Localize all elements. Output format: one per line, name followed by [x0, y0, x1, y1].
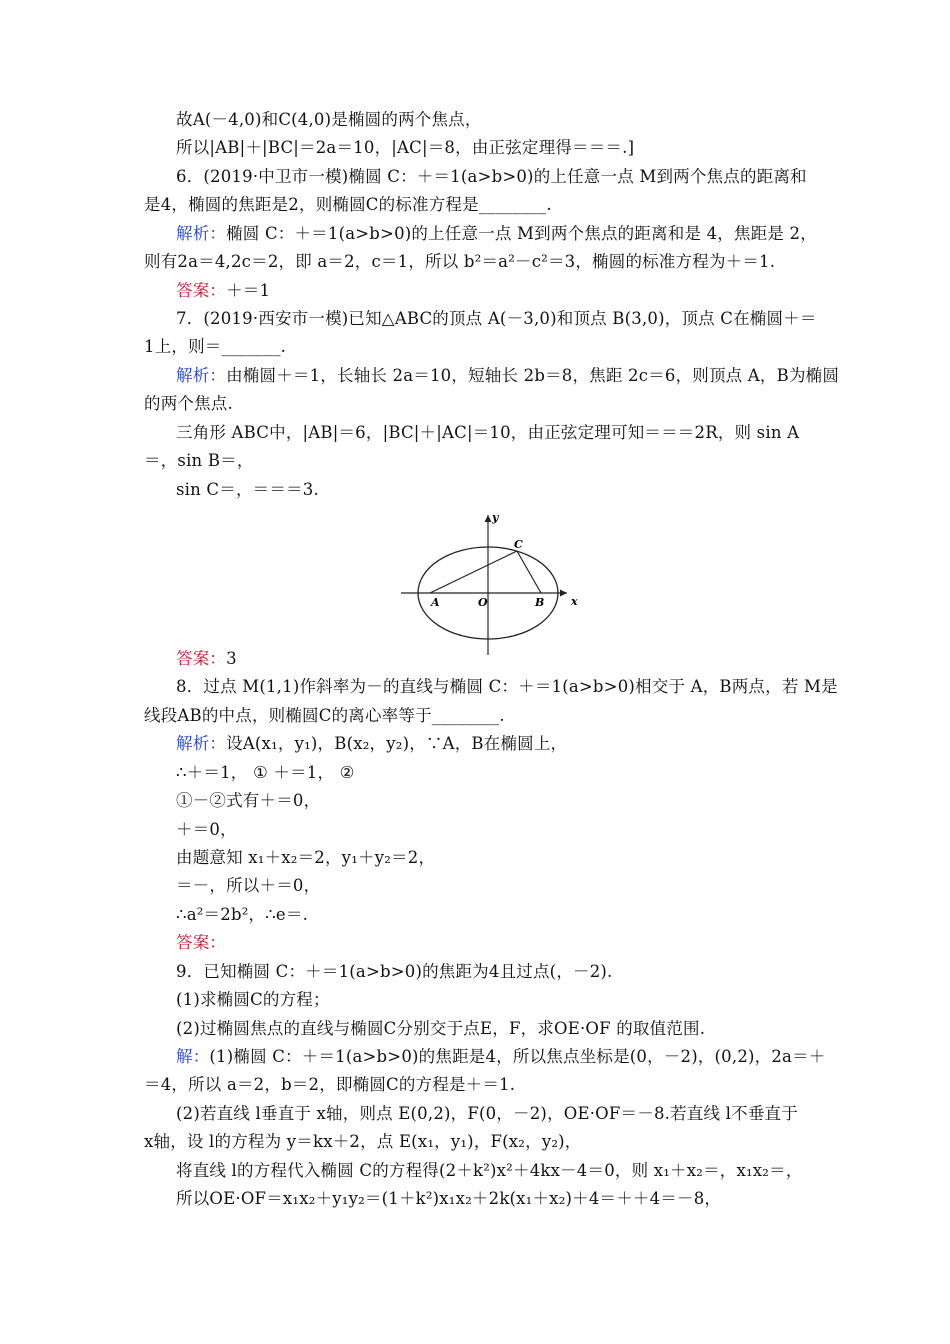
ellipse-figure [395, 505, 590, 660]
text-line [144, 449, 254, 473]
text-line [176, 647, 237, 671]
line-text: ∴＋＝1， ① ＋＝1， ② [176, 763, 355, 782]
label-o: O [478, 596, 488, 609]
line-text: (2)若直线 l垂直于 x轴，则点 E(0,2)，F(0，－2)，OE·OF＝－8.若直线 l不垂直于 [176, 1104, 798, 1123]
text-line [144, 704, 505, 728]
text-line [176, 307, 817, 331]
line-label: 答案： [176, 649, 227, 668]
line-text: ＋＝0， [176, 820, 237, 839]
line-text: 故A(－4,0)和C(4,0)是椭圆的两个焦点， [176, 110, 482, 129]
line-text: 3 [226, 649, 237, 668]
line-text: ＋＝1 [226, 281, 271, 300]
label-y: y [492, 511, 499, 524]
text-line [144, 1073, 515, 1097]
text-line [176, 279, 270, 303]
label-a: A [431, 596, 440, 609]
text-line [176, 1017, 705, 1041]
text-line [176, 478, 319, 502]
text-line [176, 988, 330, 1012]
text-line [176, 1187, 721, 1211]
label-c: C [514, 538, 523, 551]
text-line [176, 165, 807, 189]
text-line [176, 903, 308, 927]
line-text: 9．已知椭圆 C：＋＝1(a>b>0)的焦距为4且过点(，－2). [176, 962, 613, 981]
line-text: sin C＝，＝＝＝3. [176, 480, 319, 499]
line-text: 所以OE·OF＝x₁x₂＋y₁y₂＝(1＋k²)x₁x₂＋2k(x₁＋x₂)＋4＝＋＋4＝－8， [176, 1189, 722, 1208]
line-label: 解析： [176, 224, 227, 243]
text-line [176, 818, 237, 842]
line-text: (1)椭圆 C：＋＝1(a>b>0)的焦距是4，所以焦点坐标是(0，－2)，(0,2)，2a＝＋ [209, 1047, 826, 1066]
line-text: ＝，sin B＝， [144, 451, 254, 470]
text-line [144, 335, 286, 359]
text-line [176, 675, 838, 699]
line-text: (2)过椭圆焦点的直线与椭圆C分别交于点E，F，求OE·OF 的取值范围. [176, 1019, 706, 1038]
line-label: 解析： [176, 366, 227, 385]
text-line [176, 761, 355, 785]
segment-cb [517, 551, 541, 593]
text-line [176, 136, 634, 160]
text-line [176, 1102, 798, 1126]
text-line [176, 1045, 826, 1069]
text-line [144, 193, 552, 217]
line-text: 6．(2019·中卫市一模)椭圆 C：＋＝1(a>b>0)的上任意一点 M到两个焦点的距离和 [176, 167, 807, 186]
line-text: 由题意知 x₁＋x₂＝2，y₁＋y₂＝2， [176, 848, 436, 867]
text-line [176, 364, 839, 388]
text-line [176, 874, 320, 898]
line-text: 的两个焦点. [144, 394, 233, 413]
label-x: x [571, 595, 578, 608]
text-line [176, 846, 435, 870]
line-text: 线段AB的中点，则椭圆C的离心率等于________. [144, 706, 505, 725]
line-text: ＝－，所以＋＝0， [176, 876, 321, 895]
text-line [144, 250, 775, 274]
line-text: 椭圆 C：＋＝1(a>b>0)的上任意一点 M到两个焦点的距离和是 4，焦距是 2， [226, 224, 817, 243]
line-text: 是4，椭圆的焦距是2，则椭圆C的标准方程是________. [144, 195, 552, 214]
text-line [176, 421, 799, 445]
text-line [176, 108, 482, 132]
line-label: 解： [176, 1047, 210, 1066]
line-text: 将直线 l的方程代入椭圆 C的方程得(2＋k²)x²＋4kx－4＝0，则 x₁＋x₂＝，x₁x₂＝， [176, 1161, 803, 1180]
line-text: 由椭圆＋＝1，长轴长 2a＝10，短轴长 2b＝8，焦距 2c＝6，则顶点 A，B为椭圆 [226, 366, 840, 385]
line-text: 所以|AB|＋|BC|＝2a＝10，|AC|＝8，由正弦定理得＝＝＝.] [176, 138, 635, 157]
line-text: 1上，则＝_______. [144, 337, 287, 356]
line-text: 设A(x₁，y₁)，B(x₂，y₂)，∵A，B在椭圆上， [226, 734, 568, 753]
text-line [176, 931, 226, 955]
line-text: ∴a²＝2b²，∴e＝. [176, 905, 309, 924]
line-text: x轴，设 l的方程为 y＝kx＋2，点 E(x₁，y₁)，F(x₂，y₂)， [144, 1132, 582, 1151]
label-b: B [535, 596, 545, 609]
line-text: 7．(2019·西安市一模)已知△ABC的顶点 A(－3,0)和顶点 B(3,0)，顶点 C在椭圆＋＝ [176, 309, 817, 328]
line-text: 则有2a＝4,2c＝2，即 a＝2，c＝1，所以 b²＝a²－c²＝3，椭圆的标准方程为＋＝1. [144, 252, 776, 271]
text-line [176, 1159, 803, 1183]
line-label: 答案： [176, 281, 227, 300]
text-line [176, 960, 613, 984]
line-label: 答案： [176, 933, 227, 952]
line-text: 8．过点 M(1,1)作斜率为－的直线与椭圆 C：＋＝1(a>b>0)相交于 A，B两点，若 M是 [176, 677, 838, 696]
text-line [176, 732, 567, 756]
line-text: 三角形 ABC中，|AB|＝6，|BC|＋|AC|＝10，由正弦定理可知＝＝＝2R，则 sin A [176, 423, 800, 442]
line-label: 解析： [176, 734, 227, 753]
text-line [176, 222, 817, 246]
text-line [144, 1130, 582, 1154]
line-text: ＝4，所以 a＝2，b＝2，即椭圆C的方程是＋＝1. [144, 1075, 516, 1094]
line-text: (1)求椭圆C的方程； [176, 990, 330, 1009]
line-text: ①－②式有＋＝0， [176, 791, 321, 810]
text-line [176, 789, 320, 813]
text-line [144, 392, 233, 416]
